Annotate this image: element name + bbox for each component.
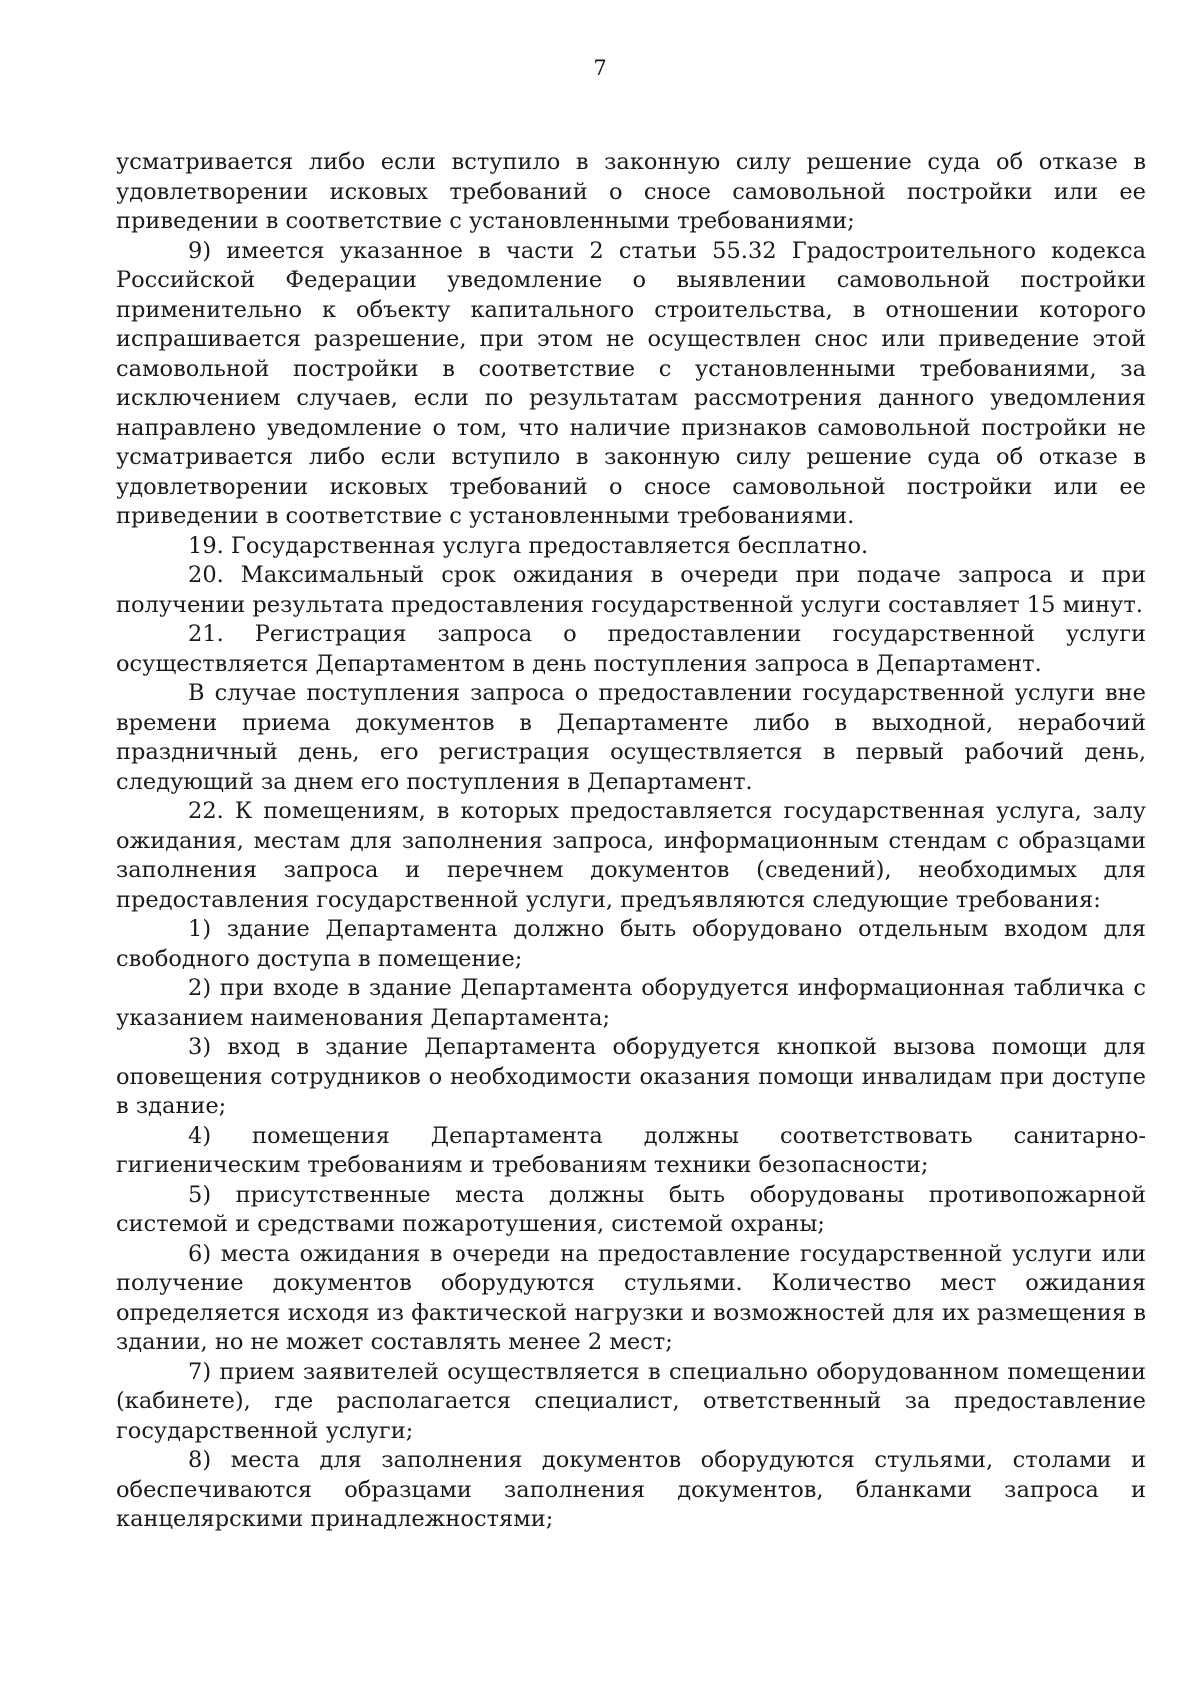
paragraph-20: 20. Максимальный срок ожидания в очереди при подаче запроса и при получении результата предоставления государственной услуги составляет 15 минут. [116,562,1146,618]
paragraph-22: 22. К помещениям, в которых предоставляется государственная услуга, залу ожидания, местам для заполнения запроса, информационным стендам с образцами заполнения запроса и перечнем документов (сведений), необходимых для предоставления государственной услуги, предъявляются следующие требования: [116,798,1146,913]
requirement-item-4: 4) помещения Департамента должны соответствовать санитарно-гигиеническим требованиям и требованиям техники безопасности; [116,1122,1146,1178]
requirement-item-1: 1) здание Департамента должно быть оборудовано отдельным входом для свободного доступа в помещение; [116,916,1146,972]
paragraph-21: 21. Регистрация запроса о предоставлении государственной услуги осуществляется Департаментом в день поступления запроса в Департамент. [116,621,1146,677]
requirement-item-8: 8) места для заполнения документов оборудуются стульями, столами и обеспечиваются образцами заполнения документов, бланками запроса и канцелярскими принадлежностями; [116,1447,1146,1532]
requirement-item-7: 7) прием заявителей осуществляется в специально оборудованном помещении (кабинете), где располагается специалист, ответственный за предоставление государственной услуги; [116,1358,1146,1444]
paragraph-19: 19. Государственная услуга предоставляется бесплатно. [188,532,869,559]
paragraph-continuation: усматривается либо если вступило в законную силу решение суда об отказе в удовлетворении исковых требований о сносе самовольной постройки или ее приведении в соответствие с установленными требованиями; [116,149,1146,234]
requirement-item-2: 2) при входе в здание Департамента оборудуется информационная табличка с указанием наименования Департамента; [116,975,1146,1031]
requirement-item-6: 6) места ожидания в очереди на предоставление государственной услуги или получение документов оборудуются стульями. Количество мест ожидания определяется исходя из фактической нагрузки и возможностей для их размещения в здании, но не может составлять менее 2 мест; [116,1240,1146,1355]
requirement-item-5: 5) присутственные места должны быть оборудованы противопожарной системой и средствами пожаротушения, системой охраны; [116,1181,1146,1237]
requirement-item-3: 3) вход в здание Департамента оборудуется кнопкой вызова помощи для оповещения сотрудников о необходимости оказания помощи инвалидам при доступе в здание; [116,1034,1146,1119]
paragraph-21-continued: В случае поступления запроса о предоставлении государственной услуги вне времени приема документов в Департаменте либо в выходной, нерабочий праздничный день, его регистрация осуществляется в первый рабочий день, следующий за днем его поступления в Департамент. [116,680,1146,795]
page-number: 7 [593,56,607,80]
document-body [116,148,1146,1535]
paragraph-item-9: 9) имеется указанное в части 2 статьи 55.32 Градостроительного кодекса Российской Федерации уведомление о выявлении самовольной постройки применительно к объекту капитального строительства, в отношении которого испрашивается разрешение, при этом не осуществлен снос или приведение этой самовольной постройки в соответствие с установленными требованиями, за исключением случаев, если по результатам рассмотрения данного уведомления направлено уведомление о том, что наличие признаков самовольной постройки не усматривается либо если вступило в законную силу решение суда об отказе в удовлетворении исковых требований о сносе самовольной постройки или ее приведении в соответствие с установленными требованиями. [116,237,1146,529]
